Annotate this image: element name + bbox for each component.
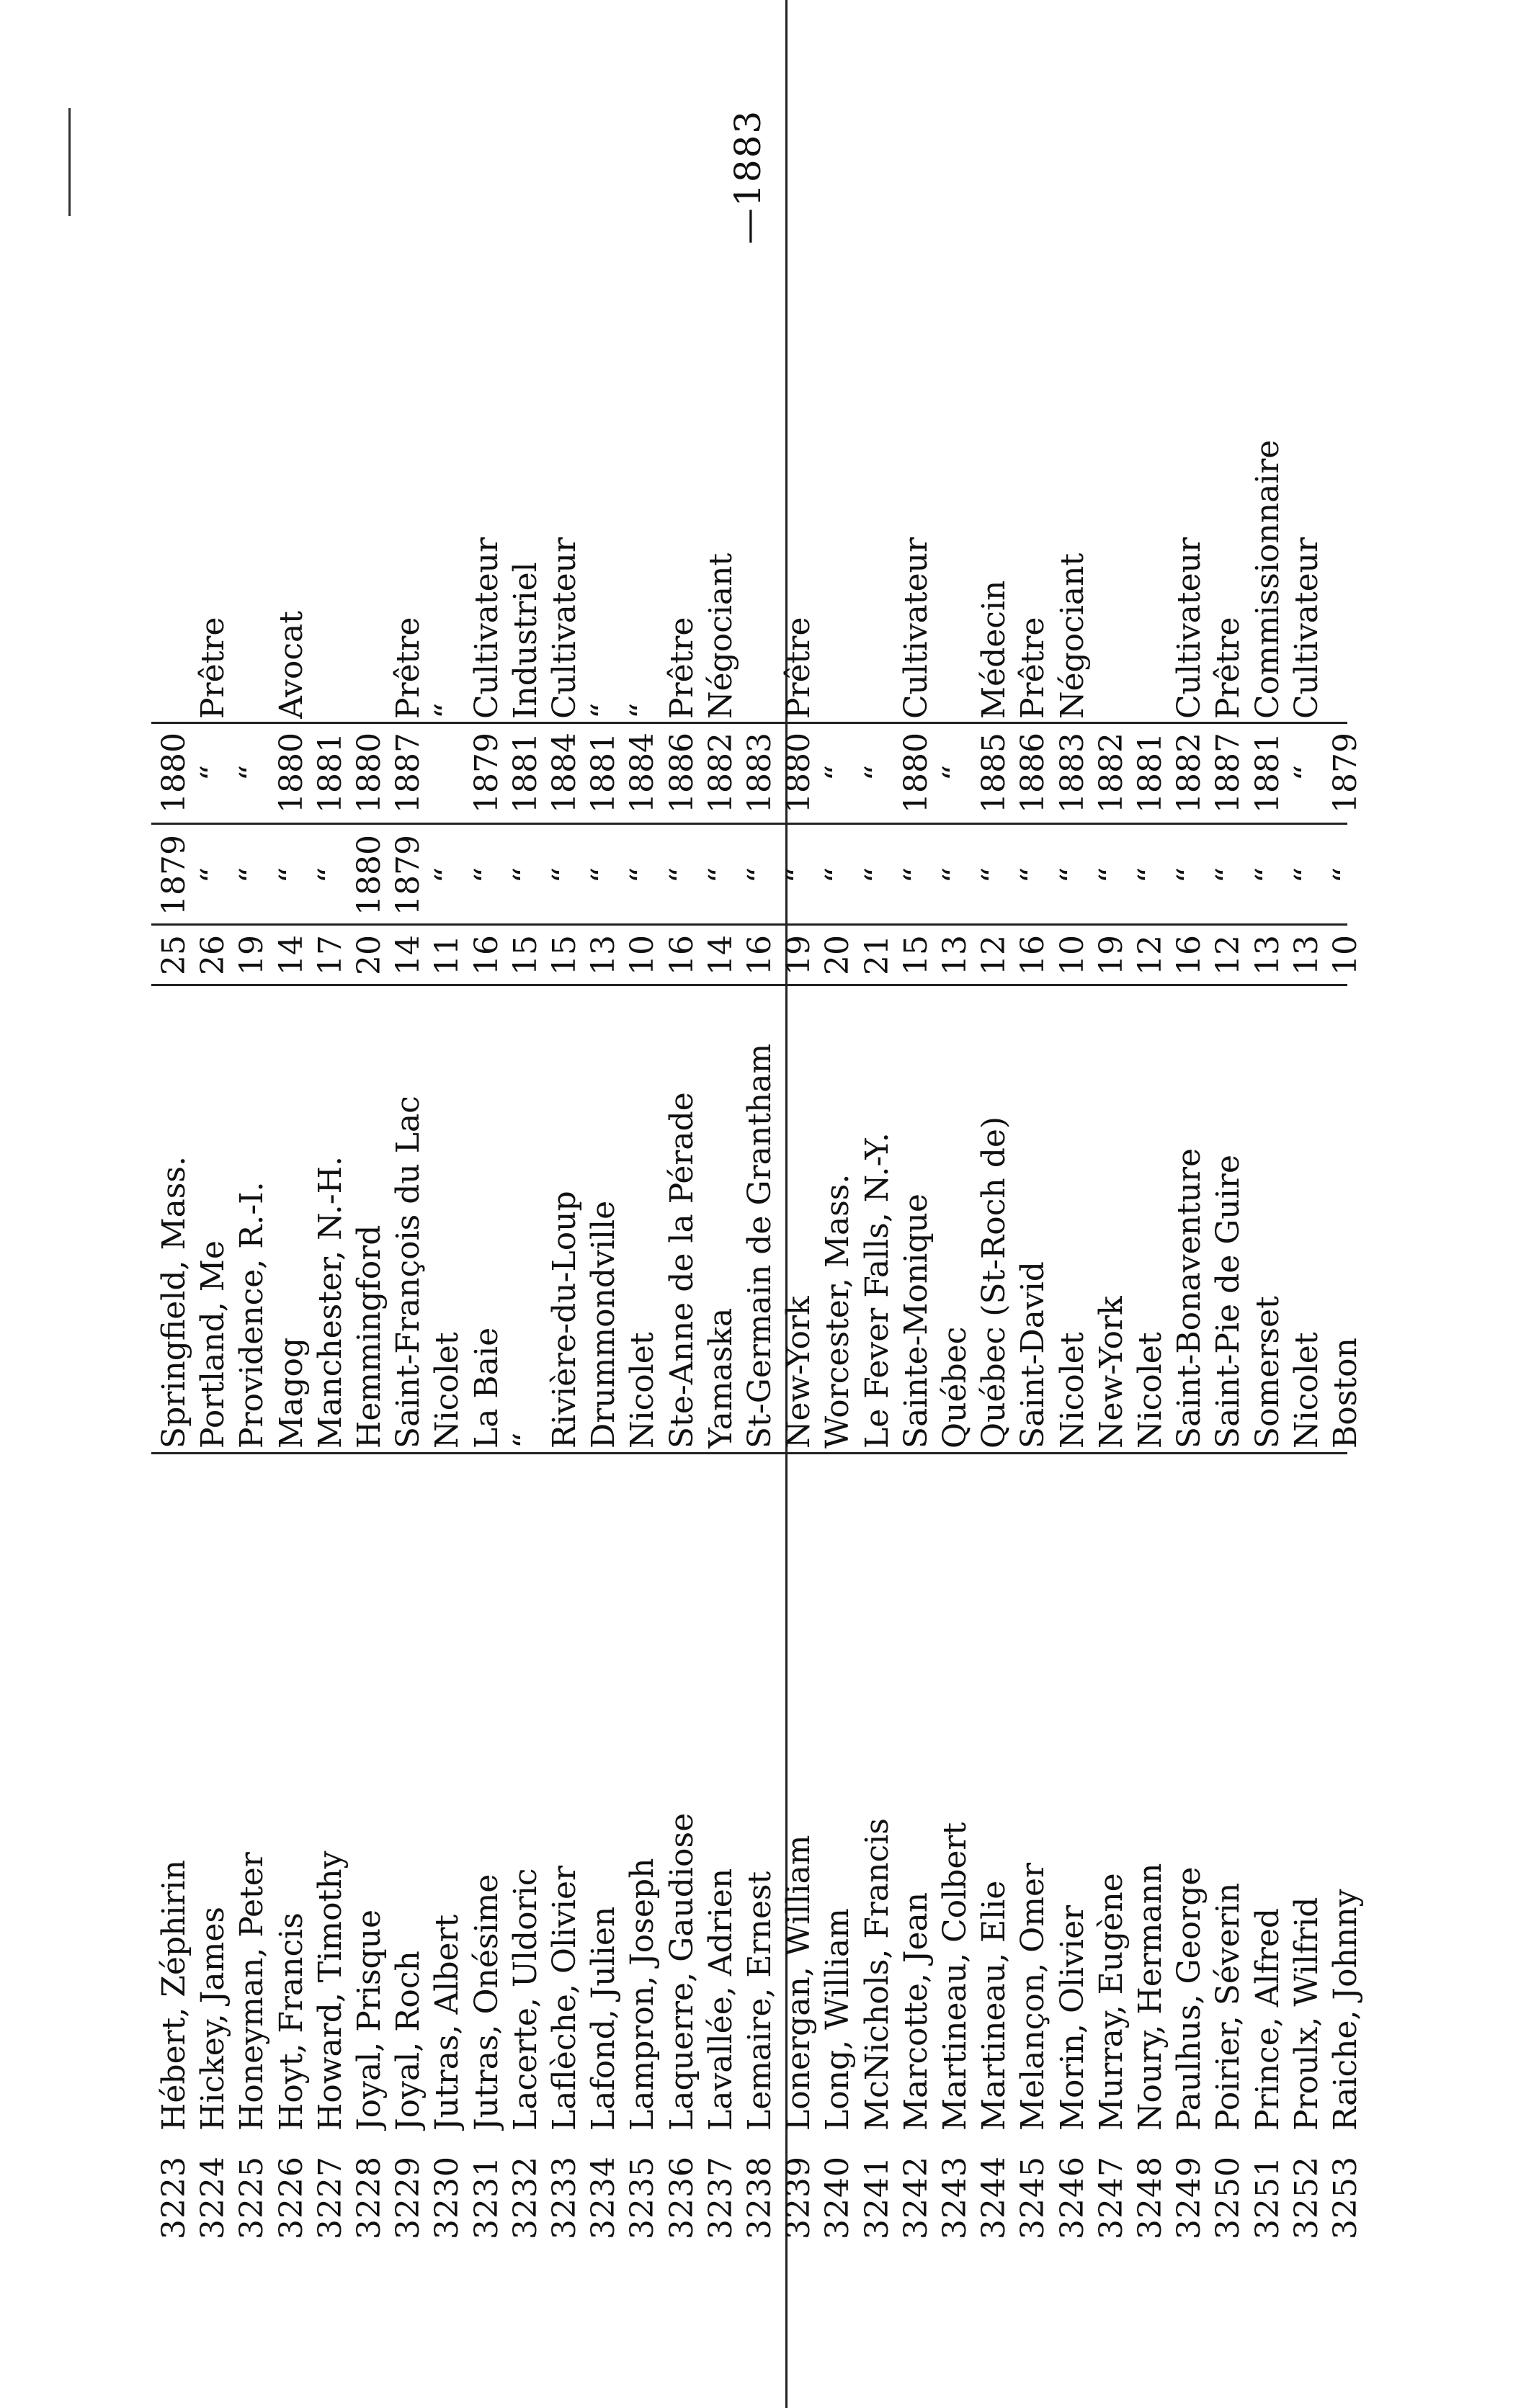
- birth-place-cell: Boston: [1327, 1338, 1364, 1449]
- birth-place-cell: New-York: [780, 1296, 818, 1449]
- person-name-cell: Joyal, Roch: [390, 1951, 427, 2131]
- exit-year-cell: 1880: [272, 733, 310, 813]
- profession-cell: Prêtre: [1210, 617, 1247, 719]
- row-number-cell: 3224: [195, 2156, 232, 2239]
- age-cell: 16: [741, 935, 778, 975]
- table-row: [233, 0, 272, 2408]
- exit-year-cell: 1886: [663, 733, 700, 813]
- birth-place-cell: Magog: [272, 1337, 310, 1449]
- person-name-cell: Jutras, Albert: [429, 1914, 466, 2131]
- exit-year-cell: 1887: [390, 733, 427, 813]
- table-row: [1170, 0, 1209, 2408]
- person-name-cell: Honeyman, Peter: [233, 1852, 271, 2131]
- person-name-cell: Laquerre, Gaudiose: [663, 1812, 700, 2131]
- exit-year-cell: 1886: [1014, 733, 1052, 813]
- exit-year-cell: “: [233, 764, 271, 782]
- row-number-cell: 3233: [546, 2156, 583, 2239]
- birth-place-cell: Providence, R.-I.: [233, 1181, 271, 1449]
- entry-year-cell: “: [1092, 867, 1130, 884]
- exit-year-cell: 1883: [1053, 733, 1091, 813]
- birth-place-cell: Portland, Me: [195, 1240, 232, 1449]
- birth-place-cell: Saint-David: [1014, 1261, 1052, 1449]
- row-number-cell: 3250: [1210, 2156, 1247, 2239]
- row-number-cell: 3241: [858, 2156, 896, 2239]
- age-cell: 12: [976, 935, 1013, 975]
- birth-place-cell: Nicolet: [1288, 1332, 1325, 1449]
- age-cell: 10: [1327, 935, 1364, 975]
- table-row: [741, 0, 780, 2408]
- table-row: [1092, 0, 1131, 2408]
- age-cell: 13: [1249, 935, 1286, 975]
- birth-place-cell: St-Germain de Grantham: [741, 1043, 778, 1449]
- entry-year-cell: “: [1210, 867, 1247, 884]
- row-number-cell: 3230: [429, 2156, 466, 2239]
- age-cell: 19: [780, 935, 818, 975]
- birth-place-cell: Nicolet: [624, 1332, 661, 1449]
- exit-year-cell: “: [1288, 764, 1325, 782]
- person-name-cell: Marcotte, Jean: [897, 1892, 934, 2131]
- profession-cell: “: [624, 702, 661, 719]
- table-row: [780, 0, 818, 2408]
- entry-year-cell: “: [858, 867, 896, 884]
- birth-place-cell: Sainte-Monique: [897, 1194, 934, 1449]
- table-row: [858, 0, 897, 2408]
- birth-place-cell: Worcester, Mass.: [819, 1173, 857, 1449]
- age-cell: 20: [351, 935, 388, 975]
- birth-place-cell: Drummondville: [585, 1200, 623, 1449]
- birth-place-cell: Yamaska: [702, 1307, 739, 1449]
- birth-place-cell: Le Fever Falls, N.-Y.: [858, 1132, 896, 1449]
- entry-year-cell: “: [1288, 867, 1325, 884]
- table-row: [584, 0, 623, 2408]
- person-name-cell: Lemaire, Ernest: [741, 1871, 778, 2131]
- person-name-cell: McNichols, Francis: [858, 1818, 896, 2131]
- profession-cell: Industriel: [507, 562, 544, 719]
- row-number-cell: 3227: [311, 2156, 349, 2239]
- table-row: [545, 0, 584, 2408]
- table-row: [897, 0, 936, 2408]
- entry-year-cell: “: [976, 867, 1013, 884]
- table-row: [1288, 0, 1326, 2408]
- entry-year-cell: “: [1014, 867, 1052, 884]
- page-header-year: —1883: [727, 109, 769, 244]
- birth-place-cell: Nicolet: [1132, 1332, 1169, 1449]
- person-name-cell: Martineau, Colbert: [937, 1822, 973, 2131]
- person-name-cell: Long, William: [819, 1908, 857, 2131]
- row-number-cell: 3240: [819, 2156, 857, 2239]
- birth-place-cell: “: [507, 1432, 544, 1449]
- exit-year-cell: “: [195, 764, 232, 782]
- entry-year-cell: “: [897, 867, 934, 884]
- table-row: [155, 0, 194, 2408]
- row-number-cell: 3231: [468, 2156, 505, 2239]
- row-number-cell: 3225: [233, 2156, 271, 2239]
- age-cell: 19: [233, 935, 271, 975]
- age-cell: 12: [1132, 935, 1169, 975]
- table-row: [468, 0, 507, 2408]
- age-cell: 15: [507, 935, 544, 975]
- age-cell: 10: [1053, 935, 1091, 975]
- exit-year-cell: 1884: [624, 733, 661, 813]
- birth-place-cell: Hemmingford: [351, 1225, 388, 1449]
- entry-year-cell: “: [1132, 867, 1169, 884]
- entry-year-cell: “: [741, 867, 778, 884]
- age-cell: 13: [585, 935, 623, 975]
- age-cell: 13: [937, 935, 973, 975]
- profession-cell: Négociant: [702, 552, 739, 719]
- age-cell: 16: [663, 935, 700, 975]
- exit-year-cell: 1881: [507, 733, 544, 813]
- person-name-cell: Proulx, Wilfrid: [1288, 1897, 1325, 2131]
- row-number-cell: 3234: [585, 2156, 623, 2239]
- birth-place-cell: La Baie: [468, 1327, 505, 1449]
- profession-cell: Prêtre: [390, 617, 427, 719]
- row-number-cell: 3239: [780, 2156, 818, 2239]
- entry-year-cell: “: [546, 867, 583, 884]
- profession-cell: Cultivateur: [1171, 537, 1208, 719]
- exit-year-cell: 1880: [780, 733, 818, 813]
- entry-year-cell: “: [1327, 867, 1364, 884]
- birth-place-cell: Nicolet: [1053, 1332, 1091, 1449]
- exit-year-cell: 1884: [546, 733, 583, 813]
- age-cell: 14: [702, 935, 739, 975]
- entry-year-cell: “: [195, 867, 232, 884]
- age-cell: 16: [468, 935, 505, 975]
- profession-cell: “: [585, 702, 623, 719]
- profession-cell: Cultivateur: [897, 537, 934, 719]
- exit-year-cell: 1881: [311, 733, 349, 813]
- birth-place-cell: Saint-Pie de Guire: [1210, 1155, 1247, 1449]
- row-number-cell: 3228: [351, 2156, 388, 2239]
- entry-year-cell: “: [1171, 867, 1208, 884]
- table-row: [1326, 0, 1365, 2408]
- entry-year-cell: 1879: [390, 835, 427, 916]
- age-cell: 26: [195, 935, 232, 975]
- age-cell: 12: [1210, 935, 1247, 975]
- row-number-cell: 3246: [1053, 2156, 1091, 2239]
- birth-place-cell: Ste-Anne de la Pérade: [663, 1092, 700, 1449]
- profession-cell: Cultivateur: [1288, 537, 1325, 719]
- person-name-cell: Lonergan, William: [780, 1835, 818, 2131]
- profession-cell: Prêtre: [195, 617, 232, 719]
- exit-year-cell: 1879: [1327, 733, 1364, 813]
- table-row: [507, 0, 545, 2408]
- row-number-cell: 3249: [1171, 2156, 1208, 2239]
- entry-year-cell: “: [233, 867, 271, 884]
- table-row: [663, 0, 702, 2408]
- table-row: [272, 0, 311, 2408]
- entry-year-cell: “: [311, 867, 349, 884]
- exit-year-cell: 1882: [702, 733, 739, 813]
- profession-cell: Négociant: [1053, 552, 1091, 719]
- exit-year-cell: 1881: [585, 733, 623, 813]
- row-number-cell: 3232: [507, 2156, 544, 2239]
- person-name-cell: Lacerte, Uldoric: [507, 1868, 544, 2131]
- exit-year-cell: 1882: [1171, 733, 1208, 813]
- exit-year-cell: 1880: [351, 733, 388, 813]
- profession-cell: Médecin: [976, 580, 1013, 719]
- age-cell: 14: [272, 935, 310, 975]
- row-number-cell: 3252: [1288, 2156, 1325, 2239]
- person-name-cell: Noury, Hermann: [1132, 1863, 1169, 2131]
- row-number-cell: 3223: [156, 2156, 192, 2239]
- exit-year-cell: 1882: [1092, 733, 1130, 813]
- entry-year-cell: 1879: [156, 835, 192, 916]
- birth-place-cell: Saint-Bonaventure: [1171, 1147, 1208, 1449]
- person-name-cell: Melançon, Omer: [1014, 1862, 1052, 2131]
- exit-year-cell: 1879: [468, 733, 505, 813]
- age-cell: 15: [897, 935, 934, 975]
- birth-place-cell: Manchester, N.-H.: [311, 1155, 349, 1449]
- row-number-cell: 3243: [937, 2156, 973, 2239]
- person-name-cell: Howard, Timothy: [311, 1850, 349, 2131]
- exit-year-cell: “: [937, 764, 973, 782]
- entry-year-cell: “: [624, 867, 661, 884]
- person-name-cell: Paulhus, George: [1171, 1866, 1208, 2131]
- exit-year-cell: 1887: [1210, 733, 1247, 813]
- profession-cell: “: [429, 702, 466, 719]
- person-name-cell: Lafond, Julien: [585, 1906, 623, 2131]
- person-name-cell: Laflèche, Olivier: [546, 1865, 583, 2131]
- age-cell: 13: [1288, 935, 1325, 975]
- entry-year-cell: “: [468, 867, 505, 884]
- profession-cell: Cultivateur: [546, 537, 583, 719]
- age-cell: 21: [858, 935, 896, 975]
- profession-cell: Commissionnaire: [1249, 439, 1286, 719]
- table-row: [975, 0, 1014, 2408]
- profession-cell: Prêtre: [780, 617, 818, 719]
- profession-cell: Avocat: [272, 611, 310, 719]
- age-cell: 20: [819, 935, 857, 975]
- entry-year-cell: “: [429, 867, 466, 884]
- row-number-cell: 3226: [272, 2156, 310, 2239]
- person-name-cell: Joyal, Prisque: [351, 1909, 388, 2131]
- exit-year-cell: 1885: [976, 733, 1013, 813]
- row-number-cell: 3237: [702, 2156, 739, 2239]
- row-number-cell: 3242: [897, 2156, 934, 2239]
- exit-year-cell: 1880: [897, 733, 934, 813]
- table-row: [194, 0, 233, 2408]
- exit-year-cell: 1880: [156, 733, 192, 813]
- person-name-cell: Jutras, Onésime: [468, 1874, 505, 2131]
- age-cell: 17: [311, 935, 349, 975]
- person-name-cell: Lavallée, Adrien: [702, 1868, 739, 2131]
- birth-place-cell: Québec: [937, 1326, 973, 1449]
- entry-year-cell: “: [937, 867, 973, 884]
- birth-place-cell: Saint-François du Lac: [390, 1096, 427, 1449]
- exit-year-cell: 1881: [1249, 733, 1286, 813]
- person-name-cell: Morin, Olivier: [1053, 1905, 1091, 2131]
- row-number-cell: 3253: [1327, 2156, 1364, 2239]
- person-name-cell: Hébert, Zéphirin: [156, 1860, 192, 2131]
- entry-year-cell: “: [702, 867, 739, 884]
- person-name-cell: Poirier, Séverin: [1210, 1882, 1247, 2131]
- table-row: [936, 0, 975, 2408]
- row-number-cell: 3238: [741, 2156, 778, 2239]
- person-name-cell: Hoyt, Francis: [272, 1912, 310, 2131]
- table-row: [1249, 0, 1288, 2408]
- table-row: [311, 0, 350, 2408]
- table-row: [818, 0, 857, 2408]
- age-cell: 15: [546, 935, 583, 975]
- birth-place-cell: Springfield, Mass.: [156, 1156, 192, 1449]
- table-row: [623, 0, 662, 2408]
- row-number-cell: 3247: [1092, 2156, 1130, 2239]
- table-row: [1209, 0, 1248, 2408]
- table-row: [1131, 0, 1170, 2408]
- row-number-cell: 3244: [976, 2156, 1013, 2239]
- age-cell: 14: [390, 935, 427, 975]
- age-cell: 16: [1014, 935, 1052, 975]
- table-row: [1053, 0, 1092, 2408]
- table-row: [1014, 0, 1053, 2408]
- birth-place-cell: Rivière-du-Loup: [546, 1191, 583, 1449]
- row-number-cell: 3229: [390, 2156, 427, 2239]
- entry-year-cell: 1880: [351, 835, 388, 916]
- table-row: [428, 0, 467, 2408]
- table-row: [389, 0, 428, 2408]
- entry-year-cell: “: [1249, 867, 1286, 884]
- row-number-cell: 3248: [1132, 2156, 1169, 2239]
- age-cell: 19: [1092, 935, 1130, 975]
- birth-place-cell: Nicolet: [429, 1332, 466, 1449]
- exit-year-cell: 1881: [1132, 733, 1169, 813]
- entry-year-cell: “: [585, 867, 623, 884]
- exit-year-cell: “: [858, 764, 896, 782]
- entry-year-cell: “: [780, 867, 818, 884]
- exit-year-cell: 1883: [741, 733, 778, 813]
- entry-year-cell: “: [507, 867, 544, 884]
- birth-place-cell: Somerset: [1249, 1296, 1286, 1449]
- age-cell: 11: [429, 935, 466, 975]
- profession-cell: Prêtre: [1014, 617, 1052, 719]
- row-number-cell: 3245: [1014, 2156, 1052, 2239]
- row-number-cell: 3236: [663, 2156, 700, 2239]
- person-name-cell: Prince, Alfred: [1249, 1907, 1286, 2131]
- table-row: [350, 0, 389, 2408]
- person-name-cell: Raiche, Johnny: [1327, 1889, 1364, 2131]
- person-name-cell: Murray, Eugène: [1092, 1873, 1130, 2131]
- age-cell: 25: [156, 935, 192, 975]
- birth-place-cell: Québec (St-Roch de): [976, 1116, 1013, 1449]
- age-cell: 16: [1171, 935, 1208, 975]
- exit-year-cell: “: [819, 764, 857, 782]
- row-number-cell: 3251: [1249, 2156, 1286, 2239]
- table-row: [702, 0, 741, 2408]
- entry-year-cell: “: [663, 867, 700, 884]
- person-name-cell: Martineau, Elie: [976, 1880, 1013, 2131]
- entry-year-cell: “: [819, 867, 857, 884]
- entry-year-cell: “: [1053, 867, 1091, 884]
- profession-cell: Cultivateur: [468, 537, 505, 719]
- entry-year-cell: “: [272, 867, 310, 884]
- person-name-cell: Lampron, Joseph: [624, 1858, 661, 2131]
- profession-cell: Prêtre: [663, 617, 700, 719]
- person-name-cell: Hickey, James: [195, 1907, 232, 2131]
- age-cell: 10: [624, 935, 661, 975]
- birth-place-cell: New-York: [1092, 1296, 1130, 1449]
- row-number-cell: 3235: [624, 2156, 661, 2239]
